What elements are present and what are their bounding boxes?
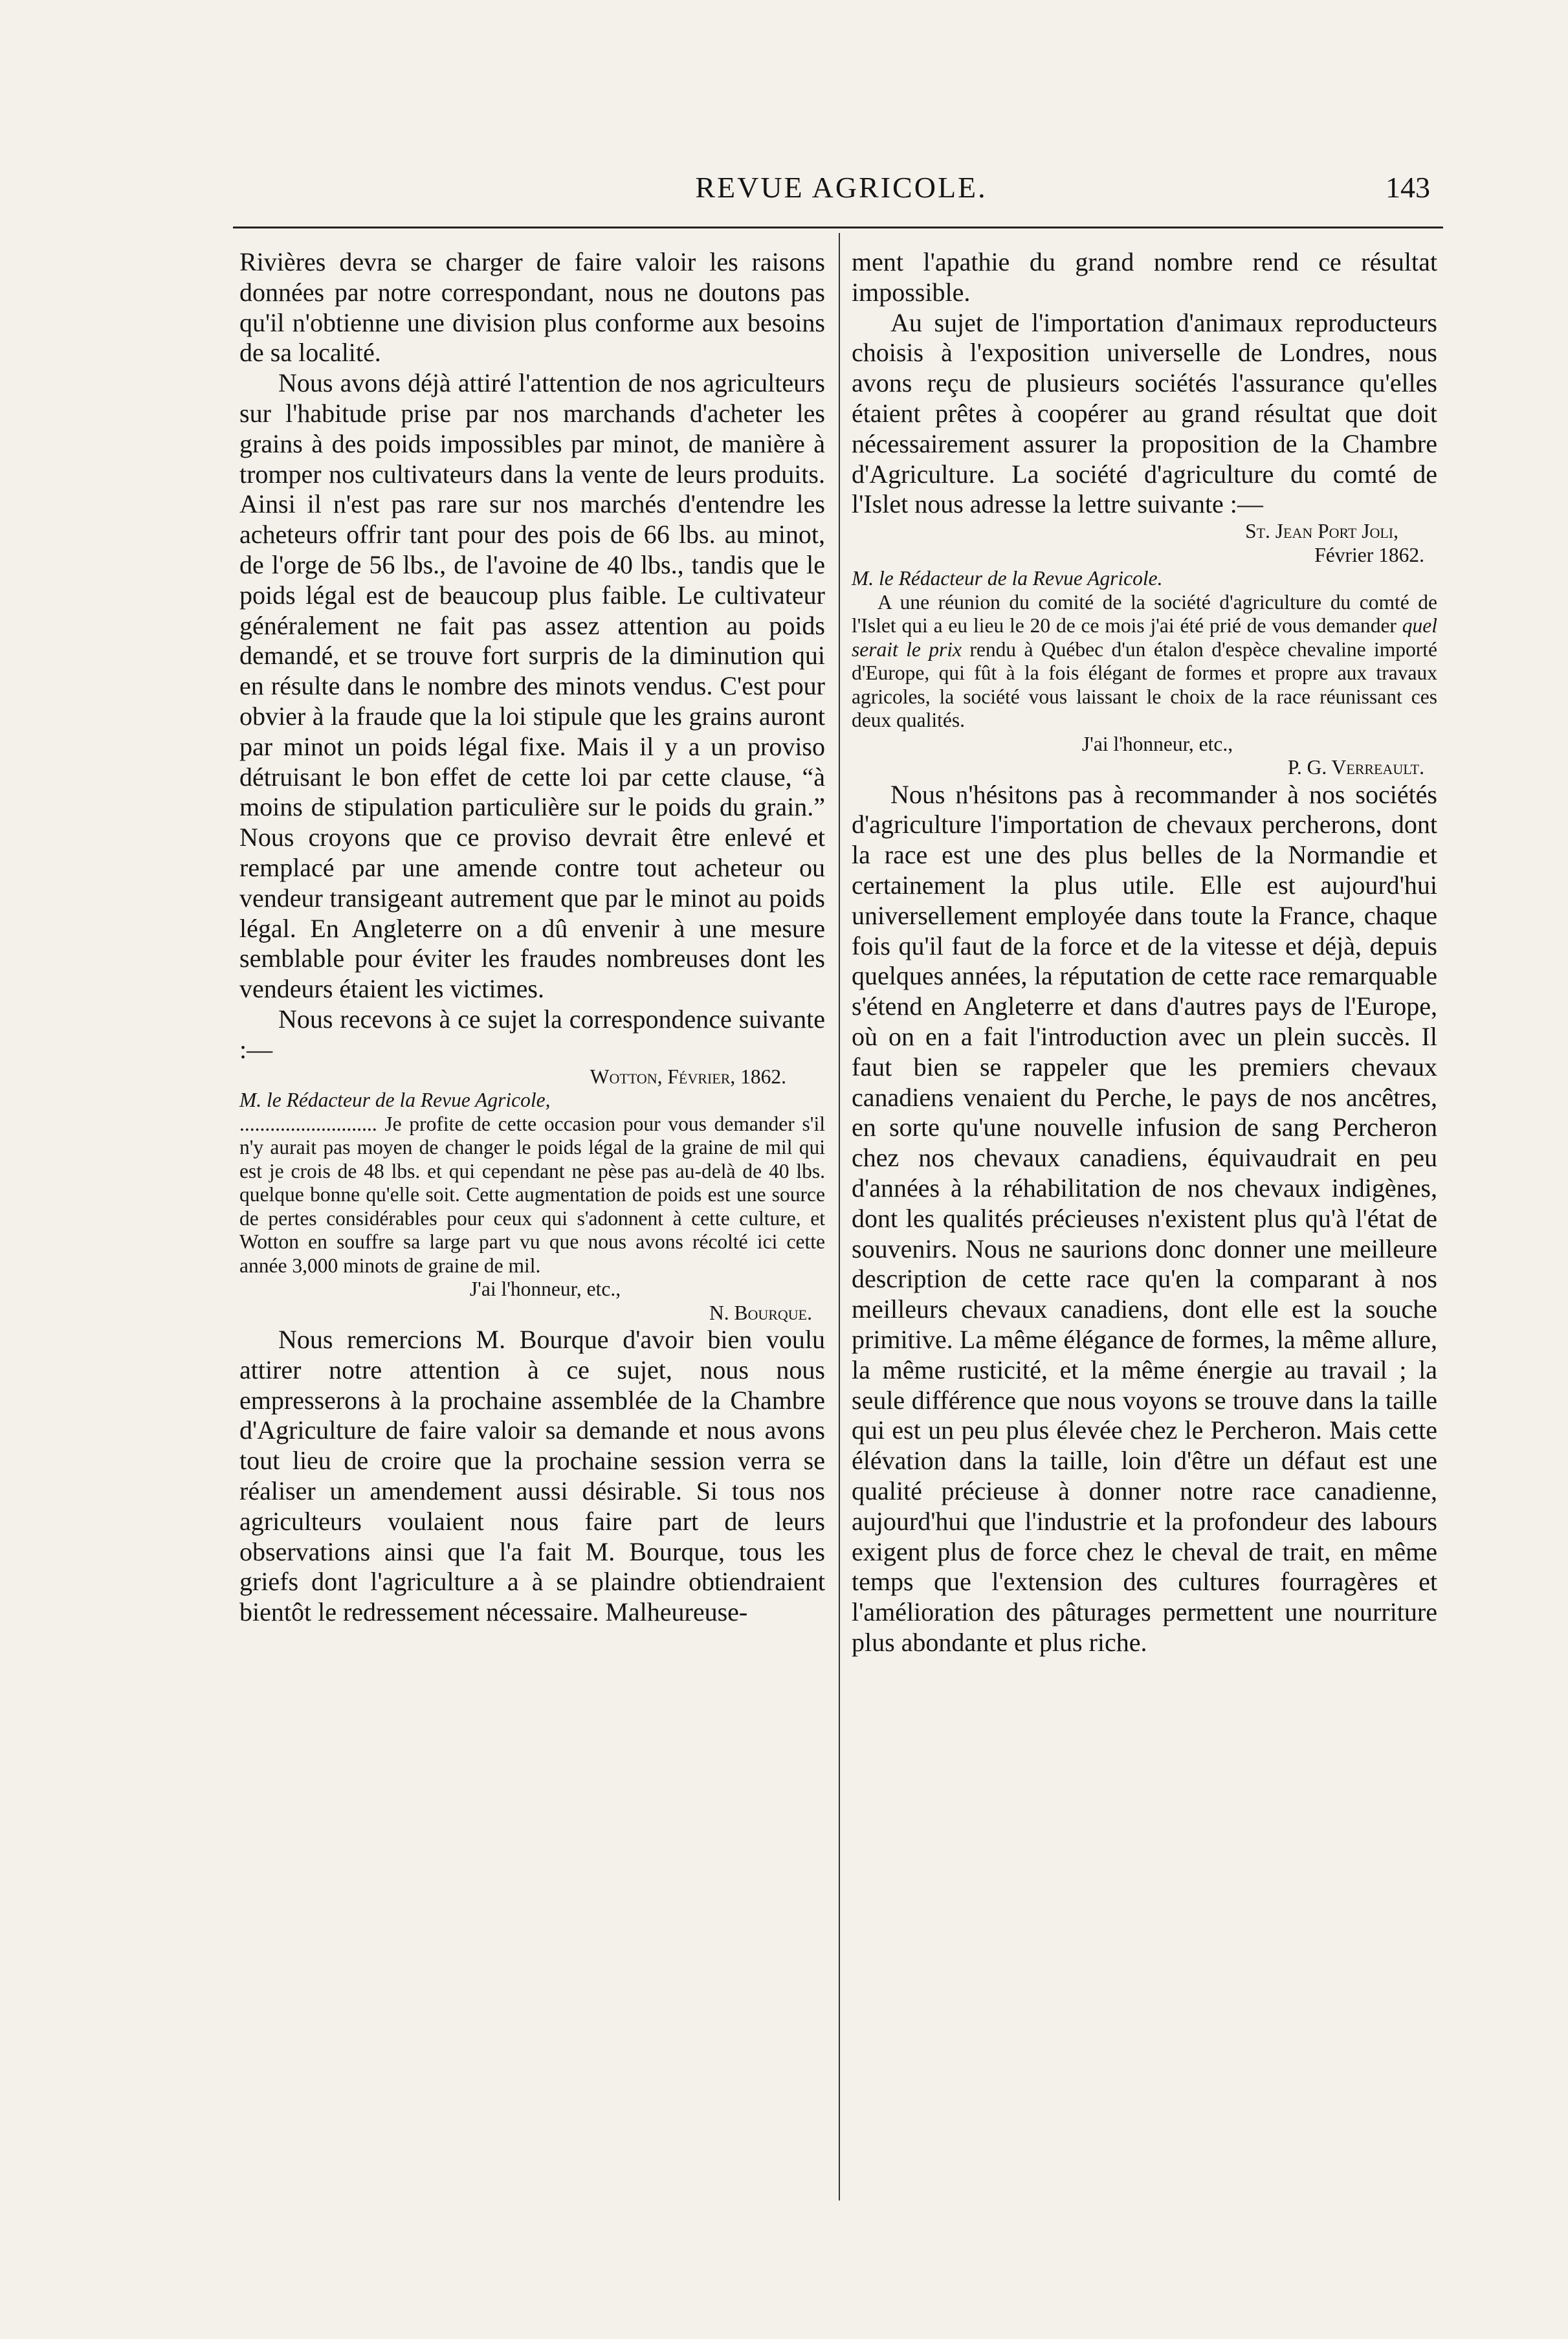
letter-date: Février 1862.: [1314, 543, 1424, 566]
letter-body-text: rendu à Québec d'un étalon d'espèce chevaline importé d'Europe, qui fût à la fois élégant de formes et propre aux travaux agricoles, la société vous laissant le choix de la race réunissant ces deux qualités.: [852, 637, 1437, 732]
letter-body: ........................... Je profite de cette occasion pour vous demander s'il n'y aurait pas moyen de changer le poids légal de la graine de mil qui est je crois de 48 lbs. et qui cependant ne pèse pas au-delà de 40 lbs. quelque bonne qu'elle soit. Cette augmentation de poids est une source de pertes considérables pour ceux qui s'adonnent à cette culture, et Wotton en souffre sa large part vu que nous avons récolté ici cette année 3,000 minots de graine de mil.: [239, 1112, 825, 1277]
letter-body-text: A une réunion du comité de la société d'agriculture du comté de l'Islet qui a eu lieu le 20 de ce mois j'ai été prié de vous demander: [852, 590, 1437, 637]
letter-addressee: M. le Rédacteur de la Revue Agricole,: [239, 1089, 551, 1112]
paragraph: Nous avons déjà attiré l'attention de nos agriculteurs sur l'habitude prise par nos marchands d'acheter les grains à des poids impossibles par minot, de manière à tromper nos cultivateurs dans la vente de leurs produits. Ainsi il n'est pas rare sur nos marchés d'entendre les acheteurs offrir tant pour des pois de 66 lbs. au minot, de l'orge de 56 lbs., de l'avoine de 40 lbs., tandis que le poids légal est de beaucoup plus faible. Le cultivateur généralement ne fait pas assez attention au poids demandé, et se trouve fort surpris de la diminution qui en résulte dans le nombre des minots vendus. C'est pour obvier à la fraude que la loi stipule que les grains auront par minot un poids légal fixe. Mais il y a un proviso détruisant le bon effet de cette loi par cette clause, “à moins de stipulation particulière sur le poids du grain.” Nous croyons que ce proviso devrait être enlevé et remplacé par une amende contre tout acheteur ou vendeur transigeant autrement que par le minot au poids légal. En Angleterre on a dû envenir à une mesure semblable pour éviter les fraudes nombreuses dont les vendeurs étaient les victimes.: [239, 368, 825, 1004]
letter-place: St. Jean Port Joli,: [1245, 520, 1398, 543]
letter-wotton: [239, 1065, 825, 1325]
header-rule: [233, 227, 1443, 228]
paragraph: Nous remercions M. Bourque d'avoir bien voulu attirer notre attention à ce sujet, nous nous empresserons à la prochaine assemblée de la Chambre d'Agriculture de faire valoir sa demande et nous avons tout lieu de croire que la prochaine session verra se réaliser un amendement aussi désirable. Si tous nos agriculteurs voulaient nous faire part de leurs observations ainsi que l'a fait M. Bourque, tous les griefs dont l'agriculture a à se plaindre obtiendraient bientôt le redressement nécessaire. Malheureuse-: [239, 1325, 825, 1627]
page-number: 143: [1386, 171, 1430, 204]
letter-place-date: Wotton, Février, 1862.: [590, 1065, 786, 1088]
letter-signature: N. Bourque.: [709, 1301, 812, 1324]
letter-body-italic: quel serait le prix: [852, 614, 1437, 661]
page-header: [233, 165, 1450, 210]
paragraph: ment l'apathie du grand nombre rend ce résultat impossible.: [852, 247, 1437, 307]
column-divider: [839, 233, 840, 2200]
paragraph: Au sujet de l'importation d'animaux reproducteurs choisis à l'exposition universelle de Londres, nous avons reçu de plusieurs sociétés l'assurance qu'elles étaient prêtes à coopérer au grand résultat que doit nécessairement assurer la proposition de la Chambre d'Agriculture. La société d'agriculture du comté de l'Islet nous adresse la lettre suivante :—: [852, 307, 1437, 519]
letter-closing: J'ai l'honneur, etc.,: [1081, 732, 1233, 755]
running-title: REVUE AGRICOLE.: [695, 171, 988, 204]
paragraph: Nous n'hésitons pas à recommander à nos sociétés d'agriculture l'importation de chevaux percherons, dont la race est une des plus belles de la Normandie et certainement la plus utile. Elle est aujourd'hui universellement employée dans toute la France, chaque fois qu'il faut de la force et de la vitesse et déjà, depuis quelques années, la réputation de cette race remarquable s'étend en Angleterre et dans d'autres pays de l'Europe, où on en a fait l'introduction avec un plein succès. Il faut bien se rappeler que les premiers chevaux canadiens venaient du Perche, le pays de nos ancêtres, en sorte qu'une nouvelle infusion de sang Percheron chez nos chevaux canadiens, équivaudrait en peu d'années à la réhabilitation de nos chevaux indigènes, dont les qualités précieuses n'existent plus qu'à l'état de souvenirs. Nous ne saurions donc donner une meilleure description de cette race qu'en la comparant à nos meilleurs chevaux canadiens, dont elle est la souche primitive. La même élégance de formes, la même allure, la même rusticité, et la même énergie au travail ; la seule différence que nous voyons se trouve dans la taille qui est un peu plus élevée chez le Percheron. Mais cette élévation dans la taille, loin d'être un défaut est une qualité précieuse à donner notre race canadienne, aujourd'hui que l'industrie et la profondeur des labours exigent plus de force chez le cheval de trait, en même temps que l'extension des cultures fourragères et l'amélioration des pâturages permettent une nourriture plus abondante et plus riche.: [852, 779, 1437, 1657]
left-column: [239, 247, 825, 1628]
right-column: [852, 247, 1437, 1658]
paragraph: Nous recevons à ce sujet la correspondence suivante :—: [239, 1004, 825, 1064]
letter-signature: P. G. Verreault.: [1287, 756, 1424, 779]
paragraph: Rivières devra se charger de faire valoir les raisons données par notre correspondant, nous ne doutons pas qu'il n'obtienne une division plus conforme aux besoins de sa localité.: [239, 247, 825, 368]
letter-body: [852, 591, 1437, 733]
letter-addressee: M. le Rédacteur de la Revue Agricole.: [852, 567, 1163, 590]
letter-islet: [852, 520, 1437, 780]
letter-closing: J'ai l'honneur, etc.,: [469, 1278, 621, 1301]
